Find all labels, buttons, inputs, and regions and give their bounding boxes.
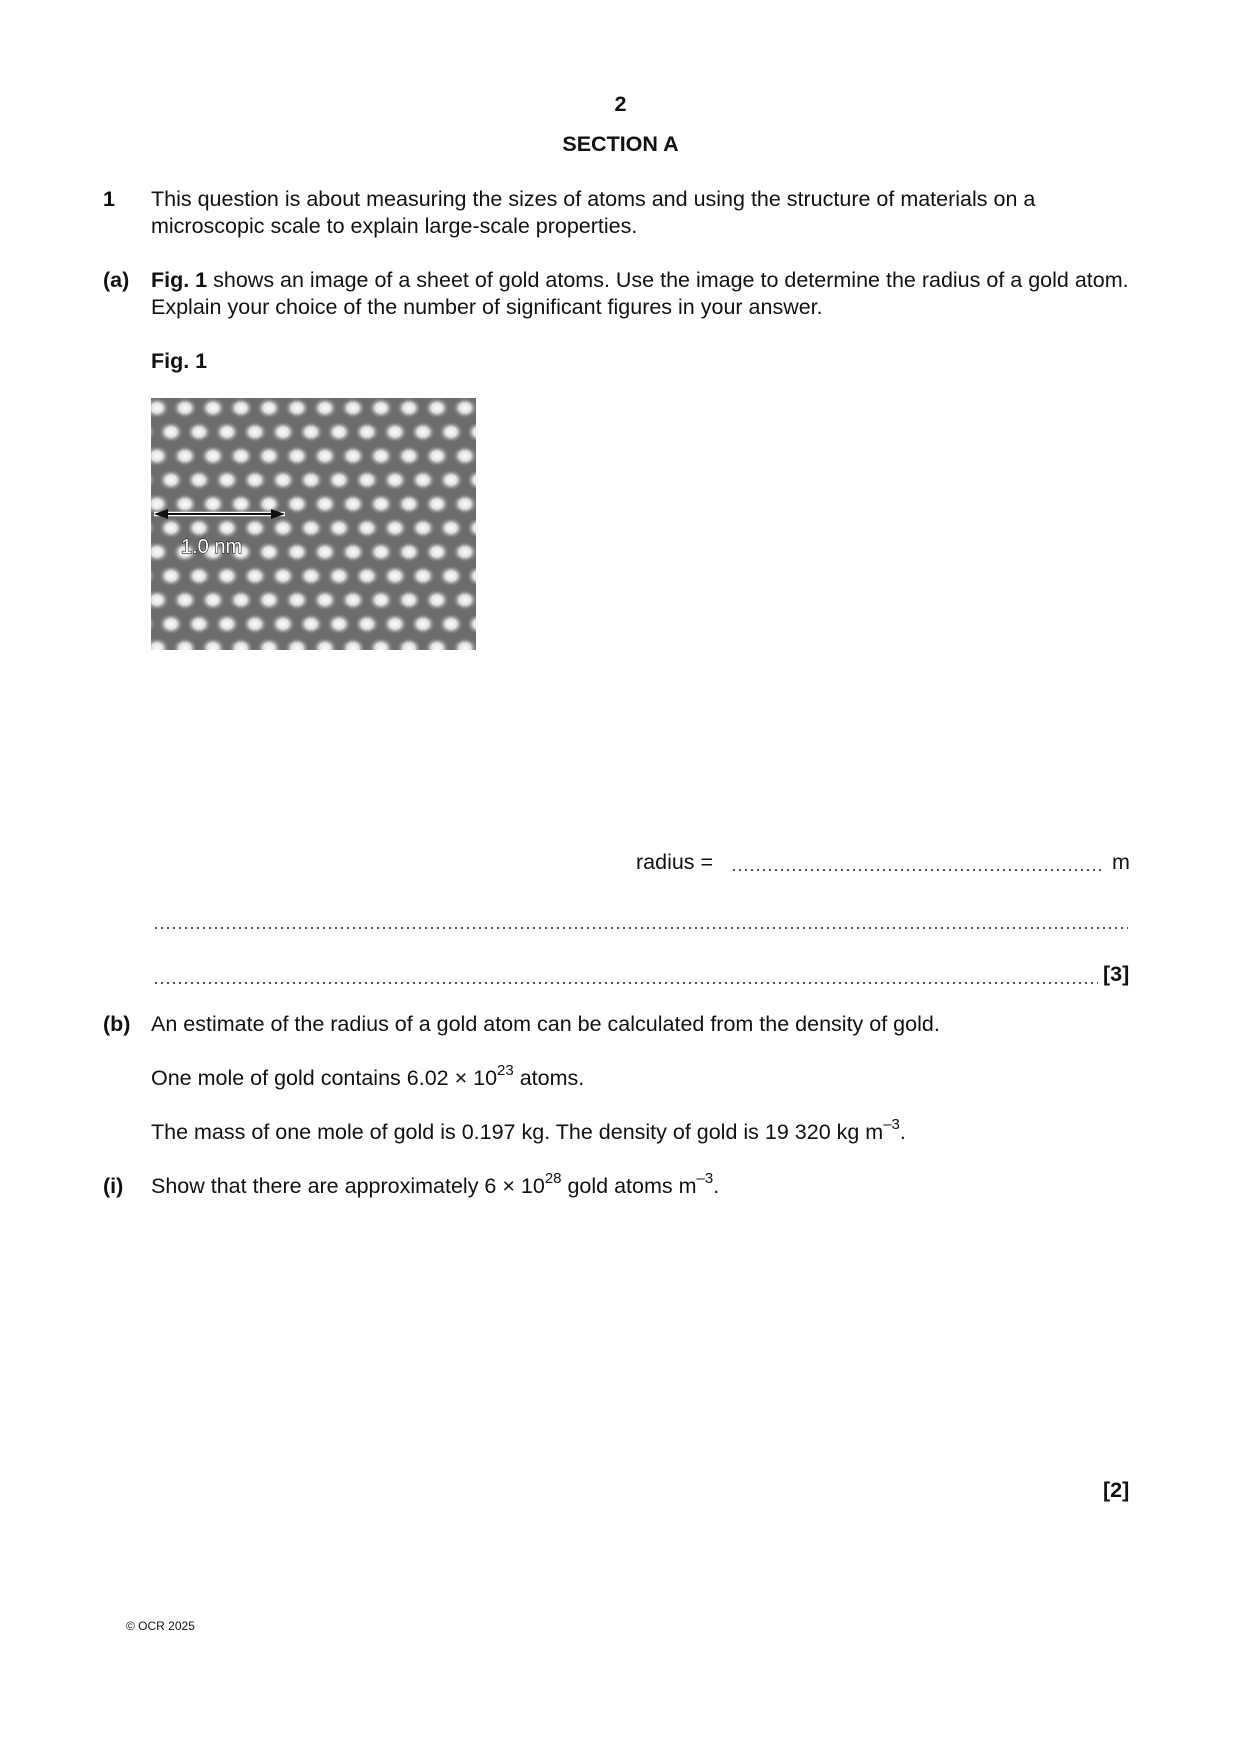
- gold-atom: [396, 541, 422, 563]
- part-a-body: shows an image of a sheet of gold atoms. Use the image to determine the radius of a gold atom. Explain your choice of the number of significant figures in your answer.: [151, 268, 1129, 319]
- part-bi-text: [151, 1169, 1141, 1200]
- gold-atom: [298, 565, 324, 587]
- gold-atom: [270, 517, 296, 539]
- gold-atoms-image: [151, 398, 476, 650]
- gold-atom: [326, 421, 352, 443]
- part-b-line2: [151, 1061, 1141, 1092]
- gold-atom: [368, 541, 394, 563]
- gold-atom: [438, 517, 464, 539]
- density-text-end: .: [899, 1120, 906, 1144]
- gold-atom: [410, 421, 436, 443]
- gold-atom: [410, 565, 436, 587]
- section-title: SECTION A: [562, 132, 679, 156]
- gold-atom: [214, 565, 240, 587]
- answer-line-radius[interactable]: [731, 869, 1103, 871]
- fig-reference: Fig. 1: [151, 268, 208, 292]
- gold-atom: [158, 565, 184, 587]
- gold-atom: [242, 613, 268, 635]
- gold-atom: [158, 613, 184, 635]
- gold-atom: [214, 421, 240, 443]
- gold-atom: [298, 613, 324, 635]
- gold-atom: [242, 565, 268, 587]
- gold-atom: [242, 421, 268, 443]
- density-exponent: –3: [883, 1115, 900, 1133]
- gold-atom: [424, 541, 450, 563]
- gold-atom: [368, 493, 394, 515]
- scale-label: 1.0 nm: [181, 536, 243, 558]
- gold-atoms-figure: [151, 398, 476, 650]
- gold-atom: [186, 469, 212, 491]
- gold-atom: [368, 589, 394, 611]
- answer-line-2[interactable]: [153, 982, 1098, 984]
- density-text: The mass of one mole of gold is 0.197 kg. The density of gold is 19 320 kg m: [151, 1120, 884, 1144]
- gold-atom: [242, 517, 268, 539]
- gold-atom: [340, 398, 366, 419]
- gold-atom: [354, 613, 380, 635]
- gold-atom: [326, 613, 352, 635]
- gold-atom: [158, 469, 184, 491]
- gold-atom: [312, 541, 338, 563]
- gold-atom: [410, 469, 436, 491]
- gold-atom: [256, 398, 282, 419]
- gold-atom: [354, 469, 380, 491]
- gold-atom: [284, 493, 310, 515]
- gold-atom: [214, 613, 240, 635]
- gold-atom: [424, 398, 450, 419]
- gold-atom: [284, 541, 310, 563]
- gold-atom: [396, 493, 422, 515]
- part-bi-label: (i): [103, 1174, 124, 1198]
- fig-caption: Fig. 1: [151, 349, 208, 373]
- gold-atom: [424, 445, 450, 467]
- part-b-line1: An estimate of the radius of a gold atom can be calculated from the density of gold.: [151, 1012, 940, 1036]
- gold-atom: [396, 445, 422, 467]
- gold-atom: [340, 541, 366, 563]
- gold-atom: [382, 421, 408, 443]
- gold-atom: [200, 445, 226, 467]
- gold-atom: [270, 421, 296, 443]
- gold-atom: [396, 398, 422, 419]
- gold-atom: [424, 493, 450, 515]
- gold-atom: [270, 565, 296, 587]
- copyright-footer: © OCR 2025: [126, 1619, 195, 1633]
- gold-atom: [312, 589, 338, 611]
- gold-atom: [284, 589, 310, 611]
- part-bi-exp1: 28: [544, 1169, 562, 1187]
- gold-atom: [172, 398, 198, 419]
- part-bi-exp2: –3: [696, 1169, 714, 1187]
- gold-atom: [228, 398, 254, 419]
- part-b-line3: [151, 1115, 1141, 1146]
- gold-atom: [284, 445, 310, 467]
- gold-atom: [382, 565, 408, 587]
- gold-atom: [382, 613, 408, 635]
- gold-atom: [312, 493, 338, 515]
- moles-exponent: 23: [497, 1061, 514, 1079]
- gold-atom: [326, 565, 352, 587]
- gold-atom: [298, 421, 324, 443]
- part-bi-marks: [2]: [1103, 1478, 1130, 1502]
- gold-atom: [382, 517, 408, 539]
- part-bi-post: .: [713, 1174, 720, 1198]
- gold-atom: [340, 493, 366, 515]
- gold-atom: [438, 613, 464, 635]
- answer-unit: m: [1112, 850, 1130, 874]
- gold-atom: [242, 469, 268, 491]
- gold-atom: [186, 613, 212, 635]
- answer-label: radius =: [636, 850, 714, 874]
- gold-atom: [340, 589, 366, 611]
- gold-atom: [284, 398, 310, 419]
- gold-atom: [228, 493, 254, 515]
- question-number: 1: [103, 187, 115, 211]
- moles-text-end: atoms.: [513, 1066, 585, 1090]
- gold-atom: [312, 445, 338, 467]
- gold-atom: [256, 541, 282, 563]
- gold-atom: [186, 565, 212, 587]
- gold-atom: [172, 589, 198, 611]
- gold-atom: [354, 421, 380, 443]
- gold-atom: [368, 445, 394, 467]
- part-a-label: (a): [103, 268, 130, 292]
- gold-atom: [200, 398, 226, 419]
- gold-atom: [368, 398, 394, 419]
- part-bi-pre: Show that there are approximately 6 × 10: [151, 1174, 545, 1198]
- gold-atom: [200, 589, 226, 611]
- gold-atom: [410, 613, 436, 635]
- gold-atom: [228, 589, 254, 611]
- gold-atom: [382, 469, 408, 491]
- gold-atom: [438, 469, 464, 491]
- part-bi-mid: gold atoms m: [561, 1174, 697, 1198]
- page-number: 2: [614, 92, 627, 116]
- gold-atom: [326, 469, 352, 491]
- part-a-marks: [3]: [1103, 962, 1130, 986]
- gold-atom: [256, 589, 282, 611]
- gold-atom: [158, 421, 184, 443]
- gold-atom: [270, 613, 296, 635]
- answer-line-1[interactable]: [153, 927, 1128, 929]
- gold-atom: [312, 398, 338, 419]
- gold-atom: [298, 469, 324, 491]
- part-b-label: (b): [103, 1012, 131, 1036]
- gold-atom: [228, 445, 254, 467]
- gold-atom: [438, 565, 464, 587]
- gold-atom: [270, 469, 296, 491]
- gold-atom: [256, 445, 282, 467]
- gold-atom: [298, 517, 324, 539]
- gold-atom: [186, 421, 212, 443]
- gold-atom: [172, 445, 198, 467]
- moles-text: One mole of gold contains 6.02 × 10: [151, 1066, 498, 1090]
- gold-atom: [438, 421, 464, 443]
- gold-atom: [354, 517, 380, 539]
- gold-atom: [340, 445, 366, 467]
- question-intro: This question is about measuring the sizes of atoms and using the structure of materials on a microscopic scale to explain large-scale properties.: [151, 187, 1036, 238]
- gold-atom: [396, 589, 422, 611]
- gold-atom: [214, 469, 240, 491]
- gold-atom: [172, 493, 198, 515]
- gold-atom: [256, 493, 282, 515]
- gold-atom: [410, 517, 436, 539]
- gold-atom: [326, 517, 352, 539]
- part-a-text: [151, 267, 1141, 321]
- gold-atom: [354, 565, 380, 587]
- gold-atom: [424, 589, 450, 611]
- gold-atom: [200, 493, 226, 515]
